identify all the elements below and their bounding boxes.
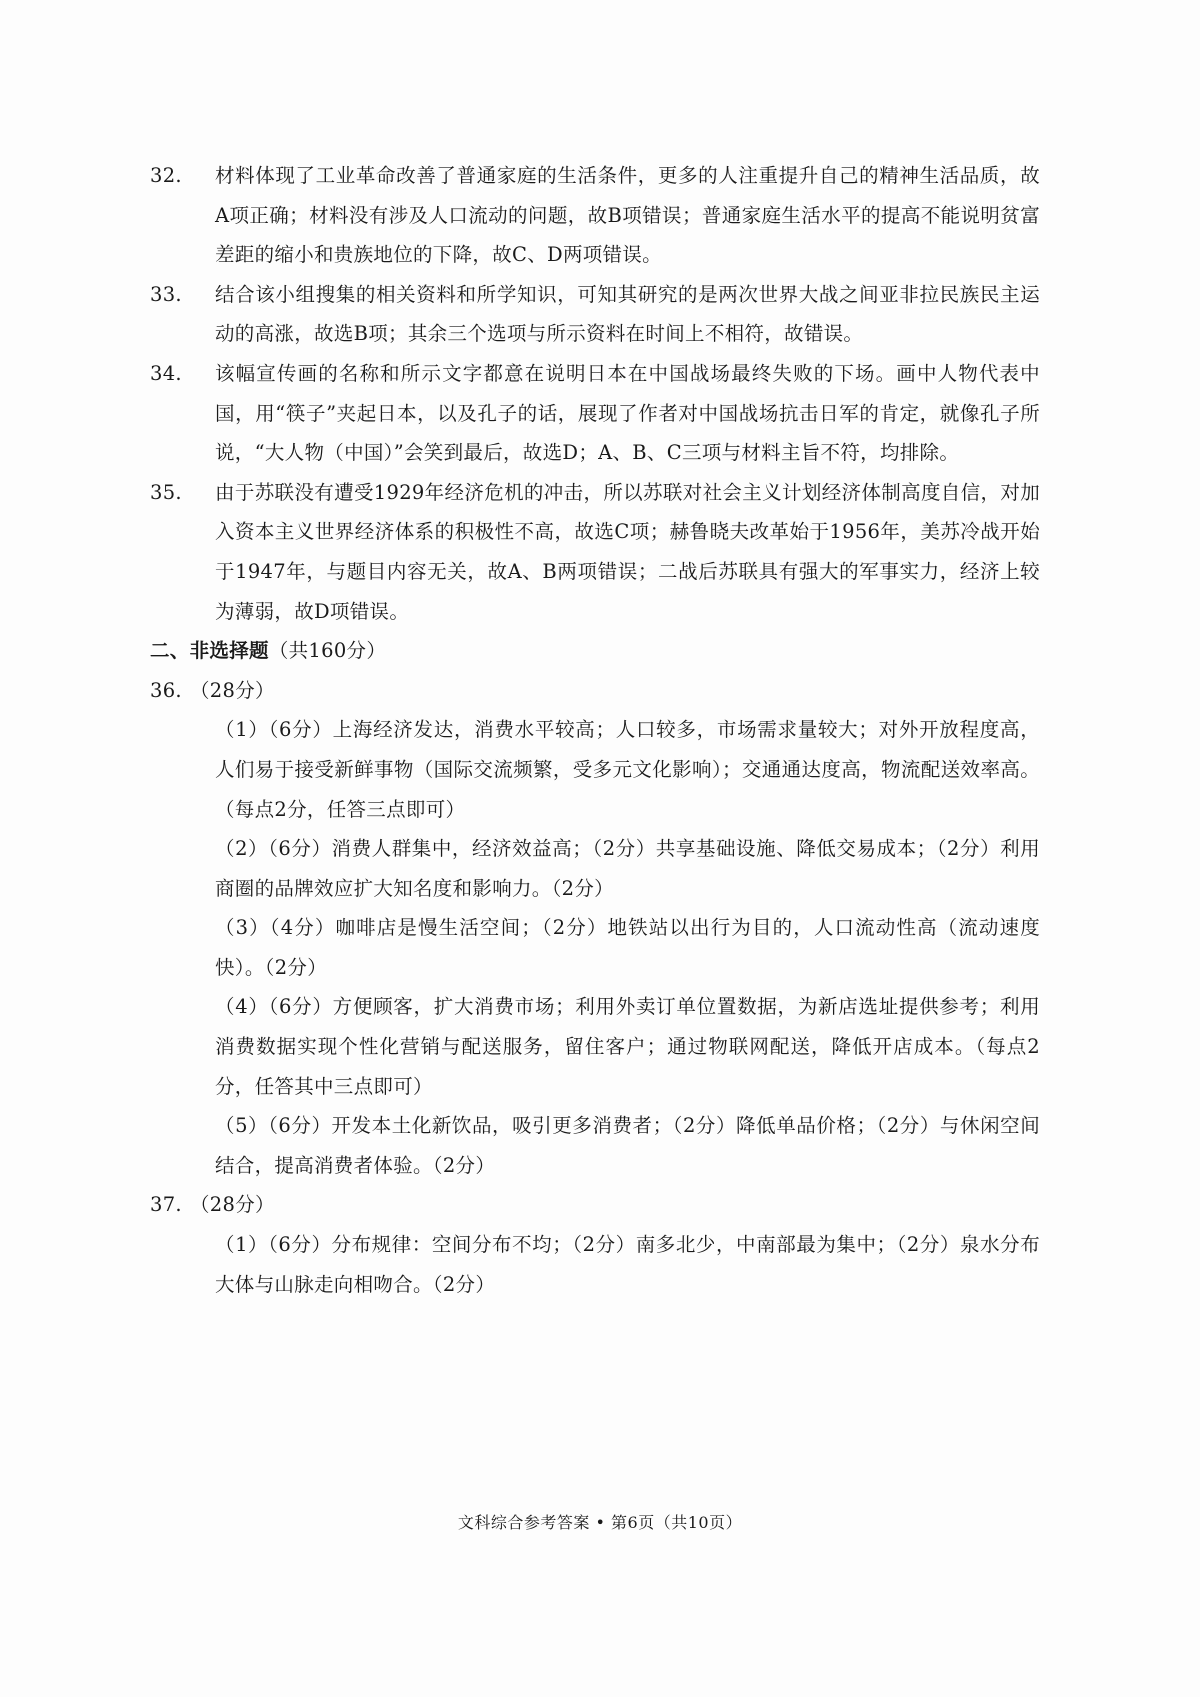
answer-text: 结合该小组搜集的相关资料和所学知识，可知其研究的是两次世界大战之间亚非拉民族民主运动的高涨，故选B项；其余三个选项与所示资料在时间上不相符，故错误。: [215, 282, 1040, 346]
answer-item-33: [150, 275, 1040, 354]
question-number: 37.: [150, 1193, 182, 1217]
q36-part-3: （3）（4分）咖啡店是慢生活空间；（2分）地铁站以出行为目的，人口流动性高（流动速度快）。（2分）: [215, 916, 1040, 979]
answer-text: 材料体现了工业革命改善了普通家庭的生活条件，更多的人注重提升自己的精神生活品质，故A项正确；材料没有涉及人口流动的问题，故B项错误；普通家庭生活水平的提高不能说明贫富差距的缩小和贵族地位的下降，故C、D两项错误。: [215, 164, 1040, 267]
answer-content: [150, 156, 1040, 1304]
answer-text: 该幅宣传画的名称和所示文字都意在说明日本在中国战场最终失败的下场。画中人物代表中国，用“筷子”夹起日本，以及孔子的话，展现了作者对中国战场抗击日军的肯定，就像孔子所说，“大人物（中国）”会笑到最后，故选D；A、B、C三项与材料主旨不符，均排除。: [215, 361, 1040, 465]
page-footer: 文科综合参考答案 • 第6页（共10页）: [457, 1513, 743, 1532]
answer-item-35: [150, 473, 1040, 631]
answer-text: 由于苏联没有遭受1929年经济危机的冲击，所以苏联对社会主义计划经济体制高度自信，对加入资本主义世界经济体系的积极性不高，故选C项；赫鲁晓夫改革始于1956年，美苏冷战开始于1947年，与题目内容无关，故A、B两项错误；二战后苏联具有强大的军事实力，经济上较为薄弱，故D项错误。: [215, 480, 1040, 623]
question-number: 34.: [150, 361, 182, 385]
q37-part-1: （1）（6分）分布规律：空间分布不均；（2分）南多北少，中南部最为集中；（2分）泉水分布大体与山脉走向相吻合。（2分）: [215, 1233, 1040, 1296]
question-score: （28分）: [190, 1193, 275, 1217]
answer-item-32: [150, 156, 1040, 275]
question-number: 33.: [150, 282, 182, 306]
question-number: 35.: [150, 480, 182, 504]
question-number: 36.: [150, 678, 182, 702]
q36-part-2: （2）（6分）消费人群集中，经济效益高；（2分）共享基础设施、降低交易成本；（2分）利用商圈的品牌效应扩大知名度和影响力。（2分）: [215, 837, 1040, 900]
question-37-header: [150, 1185, 1040, 1225]
section-heading: [150, 631, 1040, 671]
question-score: （28分）: [190, 678, 275, 702]
question-36-header: [150, 671, 1040, 711]
question-number: 32.: [150, 164, 182, 187]
q36-part-1: （1）（6分）上海经济发达，消费水平较高；人口较多，市场需求量较大；对外开放程度高，人们易于接受新鲜事物（国际交流频繁，受多元文化影响）；交通通达度高，物流配送效率高。（每点2分，任答三点即可）: [215, 718, 1040, 821]
q36-part-5: （5）（6分）开发本土化新饮品，吸引更多消费者；（2分）降低单品价格；（2分）与休闲空间结合，提高消费者体验。（2分）: [215, 1114, 1040, 1177]
section-title: 二、非选择题: [150, 639, 269, 663]
q36-part-4: （4）（6分）方便顾客，扩大消费市场；利用外卖订单位置数据，为新店选址提供参考；利用消费数据实现个性化营销与配送服务，留住客户；通过物联网配送，降低开店成本。（每点2分，任答其中三点即可）: [215, 995, 1040, 1098]
section-score: （共160分）: [268, 639, 387, 663]
answer-item-34: [150, 354, 1040, 473]
